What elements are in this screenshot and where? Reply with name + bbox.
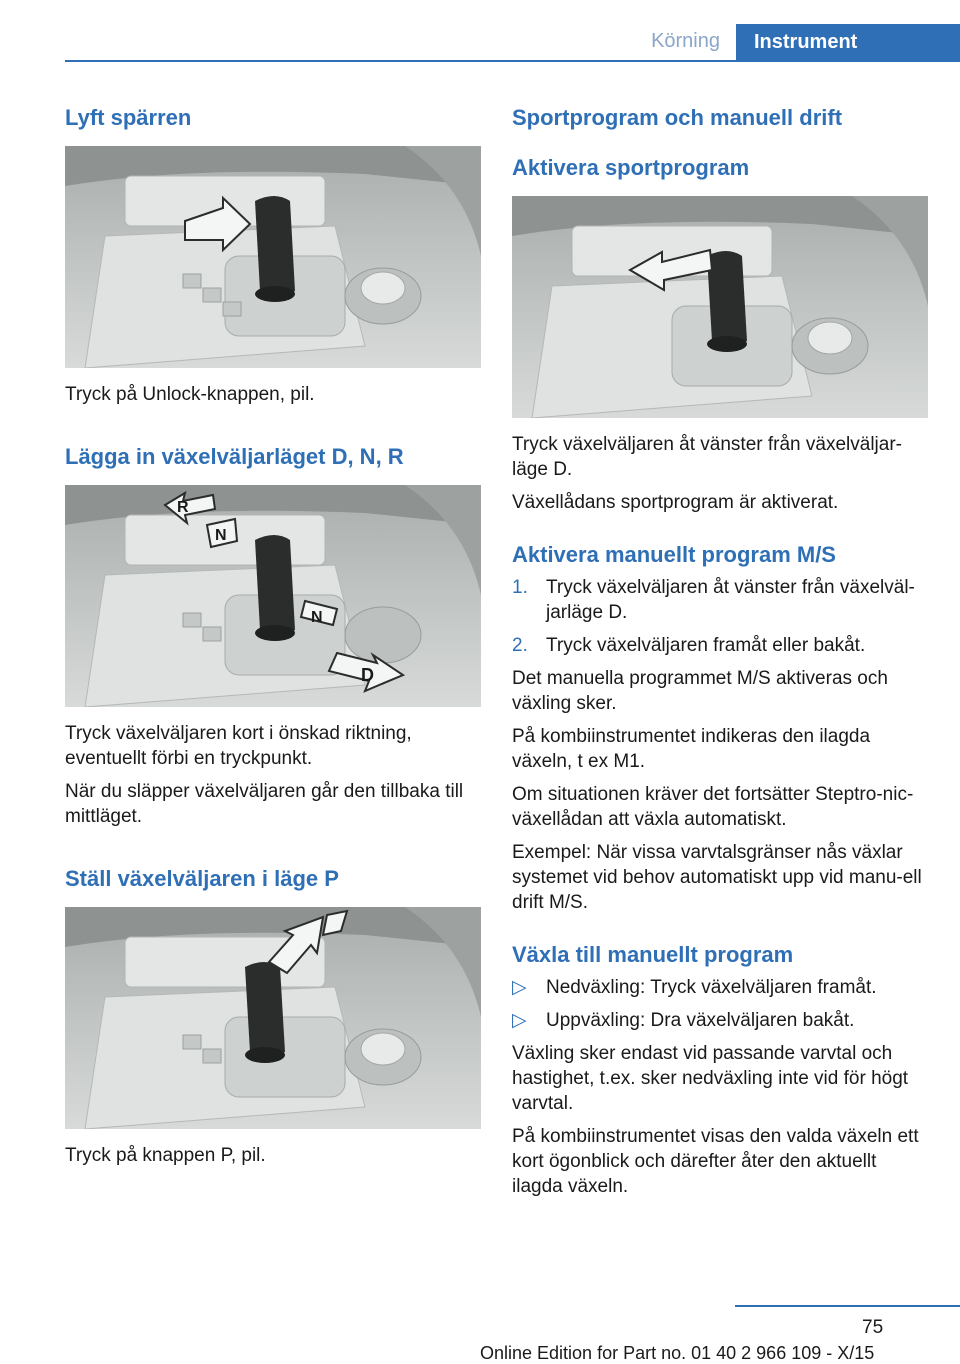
- bullet-text: Uppväxling: Dra växelväljaren bakåt.: [546, 1010, 855, 1031]
- label-n-bottom: N: [311, 609, 323, 626]
- section-label: Körning: [651, 30, 720, 52]
- list-item: [512, 575, 928, 625]
- figure-dnr-shift: [65, 485, 481, 707]
- page-number: 75: [862, 1317, 884, 1338]
- text-manual-3: Om situationen kräver det fortsätter Steptro-nic-växellådan att växla automatiskt.: [512, 784, 914, 830]
- text-park: Tryck på knappen P, pil.: [65, 1145, 266, 1166]
- triangle-bullet-icon: ▷: [512, 1010, 527, 1031]
- manual-steps-list: [512, 575, 928, 658]
- text-manual-4: Exempel: När vissa varvtalsgränser nås växlar systemet vid behov automatiskt upp vid manu-ell drift M/S.: [512, 842, 922, 913]
- triangle-bullet-icon: ▷: [512, 977, 527, 998]
- text-unlock: Tryck på Unlock-knappen, pil.: [65, 384, 315, 405]
- step-number: 2.: [512, 635, 528, 656]
- step-text: Tryck växelväljaren framåt eller bakåt.: [546, 635, 866, 656]
- text-shift-2: På kombiinstrumentet visas den valda växeln ett kort ögonblick och därefter åter den aktuellt ilagda växeln.: [512, 1126, 919, 1197]
- figure-unlock-button: [65, 146, 481, 368]
- footer-rule: [735, 1305, 960, 1307]
- label-r: R: [177, 499, 189, 516]
- header-rule: [65, 60, 960, 62]
- text-sport-1: Tryck växelväljaren åt vänster från växelväljar-läge D.: [512, 434, 902, 480]
- list-item: [512, 633, 928, 658]
- edition-line: Online Edition for Part no. 01 40 2 966 109 - X/15: [480, 1343, 875, 1363]
- text-manual-2: På kombiinstrumentet indikeras den ilagda växeln, t ex M1.: [512, 726, 871, 772]
- left-column: [65, 100, 481, 1168]
- label-n-top: N: [215, 527, 227, 544]
- heading-sport-main: Sportprogram och manuell drift: [512, 105, 843, 130]
- active-tab-instrument: Instrument: [736, 24, 960, 62]
- heading-dnr: Lägga in växelväljarläget D, N, R: [65, 444, 404, 469]
- page-header: [0, 0, 960, 62]
- heading-park: Ställ växelväljaren i läge P: [65, 866, 339, 891]
- list-item: [512, 1008, 928, 1033]
- heading-unlock: Lyft spärren: [65, 105, 192, 130]
- text-manual-1: Det manuella programmet M/S aktiveras och växling sker.: [512, 668, 888, 714]
- shift-bullets-list: [512, 975, 928, 1033]
- bullet-text: Nedväxling: Tryck växelväljaren framåt.: [546, 977, 877, 998]
- text-sport-2: Växellådans sportprogram är aktiverat.: [512, 492, 839, 513]
- figure-sport-program: [512, 196, 928, 418]
- text-dnr-2: När du släpper växelväljaren går den tillbaka till mittläget.: [65, 781, 464, 827]
- right-column: [512, 100, 928, 1199]
- heading-shift: Växla till manuellt program: [512, 942, 794, 967]
- text-shift-1: Växling sker endast vid passande varvtal och hastighet, t.ex. sker nedväxling inte vid för högt varvtal.: [512, 1043, 909, 1114]
- step-number: 1.: [512, 577, 528, 598]
- text-dnr-1: Tryck växelväljaren kort i önskad riktning, eventuellt förbi en tryckpunkt.: [65, 723, 412, 769]
- figure-park-button: [65, 907, 481, 1129]
- heading-manual: Aktivera manuellt program M/S: [512, 542, 836, 567]
- step-text: Tryck växelväljaren åt vänster från växelväl-jarläge D.: [546, 577, 915, 623]
- heading-sport: Aktivera sportprogram: [512, 155, 750, 180]
- label-d: D: [361, 665, 374, 685]
- list-item: [512, 975, 928, 1000]
